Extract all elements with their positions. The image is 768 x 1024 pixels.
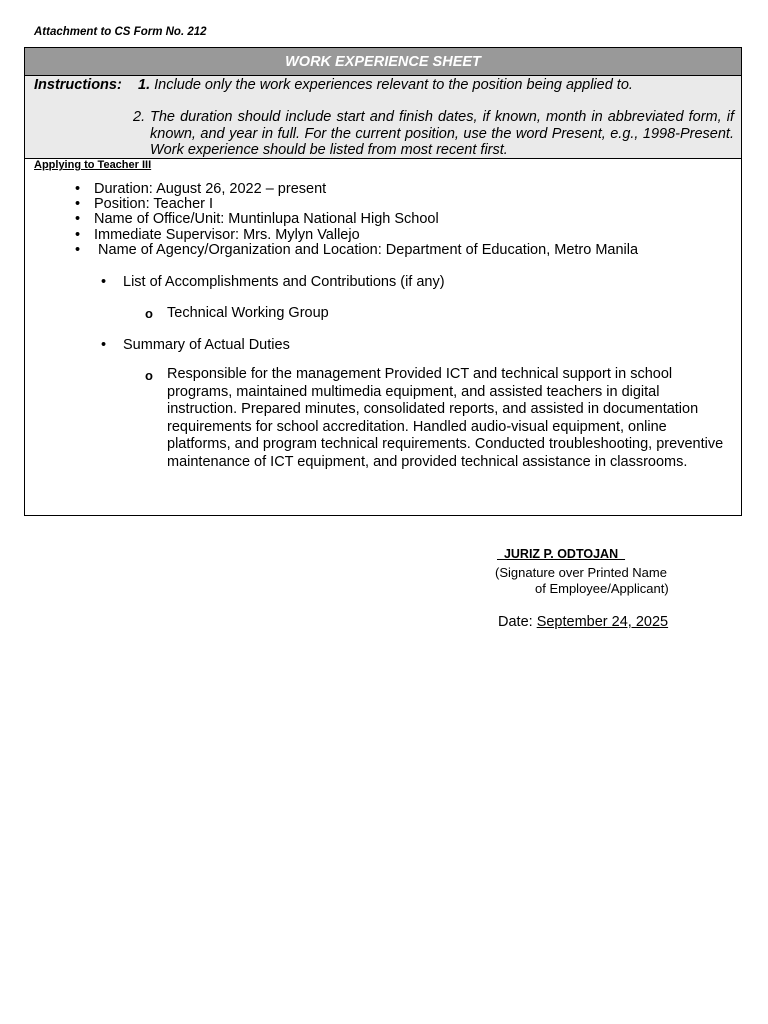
signature-caption-line1: (Signature over Printed Name: [495, 565, 667, 580]
list-item: [75, 212, 638, 227]
bullet-icon: •: [75, 241, 81, 258]
duties-heading: Summary of Actual Duties: [123, 337, 290, 353]
instruction-number: 1.: [138, 77, 151, 93]
detail-office: Name of Office/Unit: Muntinlupa National High School: [94, 211, 439, 228]
detail-position: Position: Teacher I: [94, 196, 214, 213]
instruction-text: Include only the work experiences relevant to the position being applied to.: [154, 77, 633, 93]
circle-bullet-icon: o: [145, 368, 153, 383]
bullet-icon: •: [101, 337, 107, 353]
form-attachment-label: Attachment to CS Form No. 212: [34, 26, 207, 38]
date-label: Date:: [498, 614, 537, 630]
duties-summary: Responsible for the management Provided ICT and technical support in school programs, maintained multimedia equipment, and assisted teachers in digital instruction. Prepared minutes, consolidated reports, and assisted in documentation requirements for school accreditation. Handled audio-visual equipment, online platforms, and program technical requirements. Conducted troubleshooting, preventive maintenance of ICT equipment, and provided technical assistance in classrooms.: [167, 366, 724, 470]
detail-supervisor: Immediate Supervisor: Mrs. Mylyn Vallejo: [94, 226, 360, 243]
sheet-title: WORK EXPERIENCE SHEET: [25, 48, 741, 76]
bullet-icon: •: [75, 181, 81, 197]
experience-details-list: [75, 182, 638, 258]
list-item: [75, 182, 638, 197]
applicant-signature-name: JURIZ P. ODTOJAN: [497, 547, 626, 561]
instructions-label: Instructions:: [34, 77, 122, 93]
instruction-number: 2.: [133, 109, 146, 125]
detail-agency: Name of Agency/Organization and Location: Department of Education, Metro Manila: [94, 241, 639, 258]
work-experience-sheet: [24, 47, 742, 516]
bullet-icon: •: [75, 226, 81, 243]
date-value: September 24, 2025: [536, 614, 669, 630]
bullet-icon: •: [101, 274, 107, 290]
instructions-box: [25, 76, 741, 159]
instruction-item-2: The duration should include start and finish dates, if known, month in abbreviated form, if known, and year in full. For the current position, use the word Present, e.g., 1998-Present. Work experience should be listed from most recent first.: [150, 109, 734, 158]
accomplishment-item: Technical Working Group: [167, 305, 329, 321]
list-item: [75, 228, 638, 243]
bullet-icon: •: [75, 211, 81, 228]
instruction-item-1: [138, 77, 633, 93]
applying-position: Applying to Teacher III: [34, 159, 152, 171]
list-item: [75, 197, 638, 212]
circle-bullet-icon: o: [145, 306, 153, 321]
accomplishments-heading-item: [101, 274, 445, 290]
detail-duration: Duration: August 26, 2022 – present: [94, 181, 327, 197]
accomplishments-heading: List of Accomplishments and Contributions (if any): [123, 274, 445, 290]
list-item: [75, 243, 638, 258]
bullet-icon: •: [75, 196, 81, 213]
signature-caption-line2: of Employee/Applicant): [535, 581, 669, 596]
signature-date: [498, 614, 668, 630]
duties-heading-item: [101, 337, 290, 353]
